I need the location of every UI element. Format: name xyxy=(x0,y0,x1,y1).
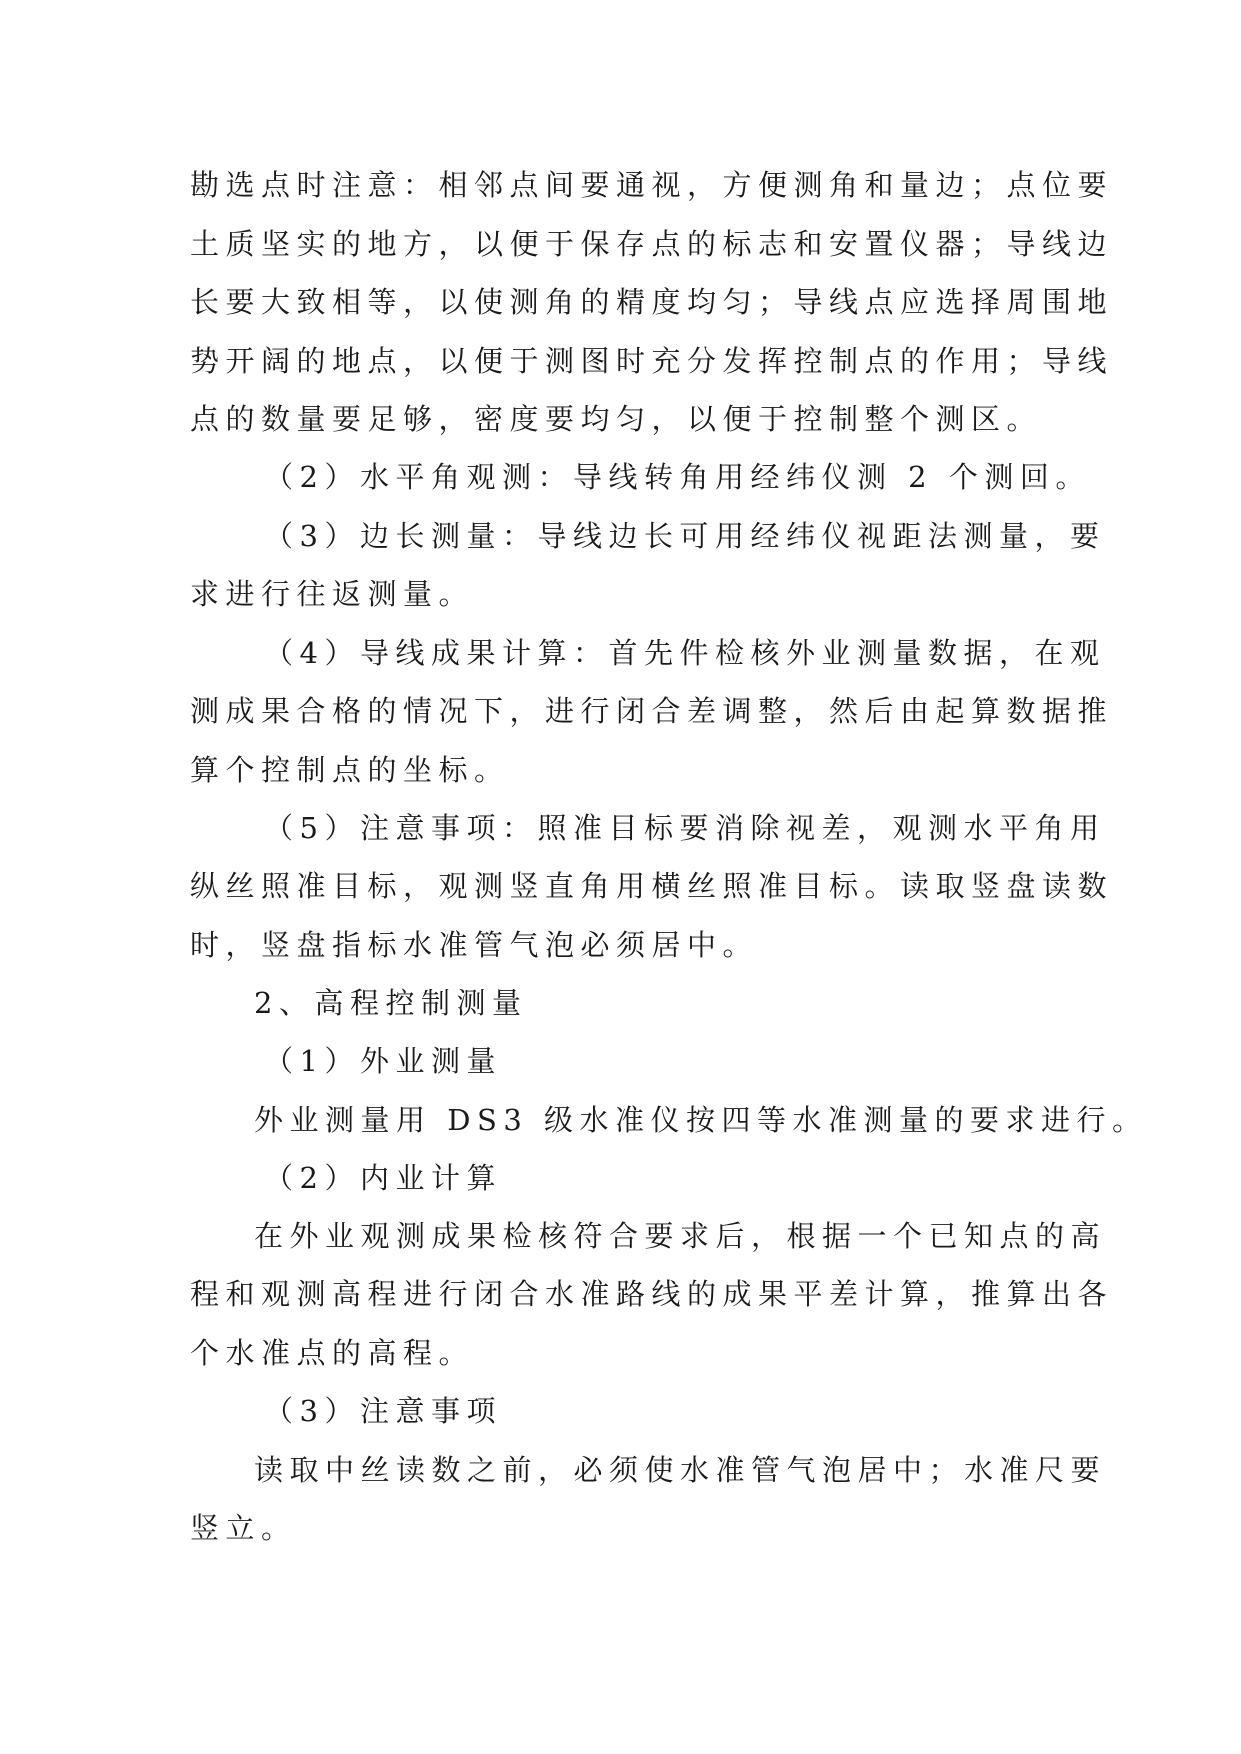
text-line: 势开阔的地点，以便于测图时充分发挥控制点的作用；导线 xyxy=(190,344,1114,378)
section-heading: 2、高程控制测量 xyxy=(254,986,528,1020)
text-line: 土质坚实的地方，以便于保存点的标志和安置仪器；导线边 xyxy=(190,227,1114,261)
text-line: 求进行往返测量。 xyxy=(190,577,475,611)
subsection-heading: （2）内业计算 xyxy=(264,1161,502,1195)
text-line: 测成果合格的情况下，进行闭合差调整，然后由起算数据推 xyxy=(190,694,1114,728)
text-line: 时，竖盘指标水准管气泡必须居中。 xyxy=(190,928,759,962)
text-line: 算个控制点的坐标。 xyxy=(190,753,510,787)
text-line: 个水准点的高程。 xyxy=(190,1336,475,1370)
text-line: （5）注意事项：照准目标要消除视差，观测水平角用 xyxy=(264,811,1106,845)
text-line: 外业测量用 DS3 级水准仪按四等水准测量的要求进行。 xyxy=(254,1103,1148,1137)
subsection-heading: （3）注意事项 xyxy=(264,1394,502,1428)
text-line: 点的数量要足够，密度要均匀，以便于控制整个测区。 xyxy=(190,402,1043,436)
text-line: 长要大致相等，以使测角的精度均匀；导线点应选择周围地 xyxy=(190,285,1114,319)
text-line: （2）水平角观测：导线转角用经纬仪测 2 个测回。 xyxy=(264,460,1091,494)
text-line: 读取中丝读数之前，必须使水准管气泡居中；水准尺要 xyxy=(254,1453,1107,1487)
text-line: 竖立。 xyxy=(190,1511,297,1545)
text-line: 在外业观测成果检核符合要求后，根据一个已知点的高 xyxy=(254,1219,1107,1253)
text-line: 纵丝照准目标，观测竖直角用横丝照准目标。读取竖盘读数 xyxy=(190,869,1114,903)
text-line: （4）导线成果计算：首先件检核外业测量数据，在观 xyxy=(264,636,1106,670)
text-line: 勘选点时注意：相邻点间要通视，方便测角和量边；点位要 xyxy=(190,168,1114,202)
text-line: （3）边长测量：导线边长可用经纬仪视距法测量，要 xyxy=(264,519,1106,553)
subsection-heading: （1）外业测量 xyxy=(264,1044,502,1078)
text-line: 程和观测高程进行闭合水准路线的成果平差计算，推算出各 xyxy=(190,1277,1114,1311)
